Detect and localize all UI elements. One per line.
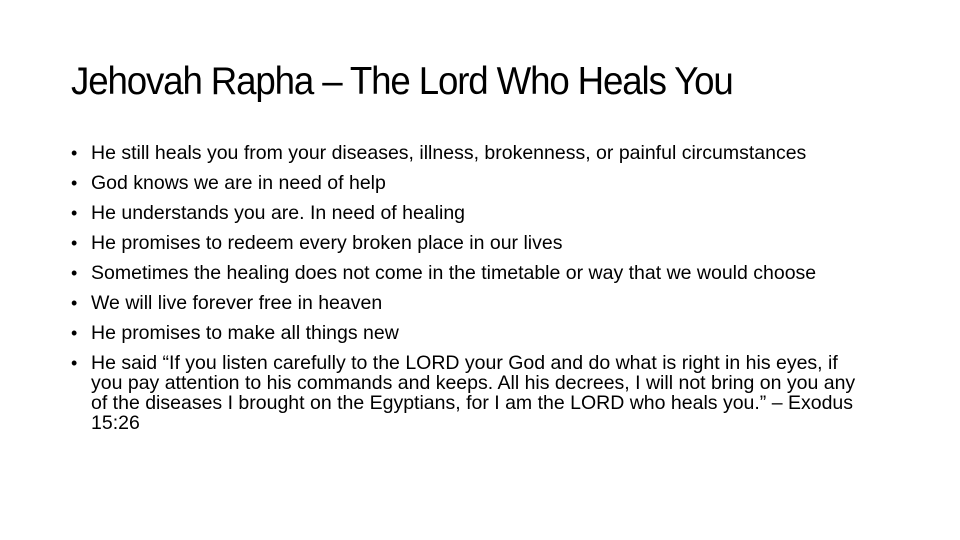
bullet-icon: • [71, 263, 78, 283]
bullet-icon: • [71, 143, 78, 163]
bullet-item [71, 263, 871, 283]
bullet-icon: • [71, 293, 78, 313]
bullet-text: He understands you are. In need of healing [91, 202, 466, 224]
bullet-item [71, 323, 871, 343]
bullet-item [71, 293, 871, 313]
bullet-icon: • [71, 173, 78, 193]
bullet-text: He said “If you listen carefully to the LORD your God and do what is right in his eyes, if you pay attention to his commands and keeps. All his decrees, I will not bring on you any of the diseases I brought on the Egyptians, for I am the LORD who heals you.” – Exodus 15:26 [91, 352, 856, 434]
bullet-list [71, 143, 871, 443]
bullet-icon: • [71, 353, 78, 373]
bullet-text: He promises to redeem every broken place in our lives [91, 232, 563, 254]
bullet-text: He promises to make all things new [91, 322, 399, 344]
slide-title: Jehovah Rapha – The Lord Who Heals You [71, 60, 733, 103]
bullet-item [71, 353, 871, 433]
bullet-text: We will live forever free in heaven [91, 292, 383, 314]
bullet-icon: • [71, 233, 78, 253]
bullet-item [71, 143, 871, 163]
bullet-item [71, 203, 871, 223]
bullet-item [71, 233, 871, 253]
bullet-text: He still heals you from your diseases, illness, brokenness, or painful circumstances [91, 142, 807, 164]
bullet-icon: • [71, 323, 78, 343]
bullet-text: Sometimes the healing does not come in the timetable or way that we would choose [91, 262, 817, 284]
bullet-item [71, 173, 871, 193]
bullet-text: God knows we are in need of help [91, 172, 386, 194]
bullet-icon: • [71, 203, 78, 223]
